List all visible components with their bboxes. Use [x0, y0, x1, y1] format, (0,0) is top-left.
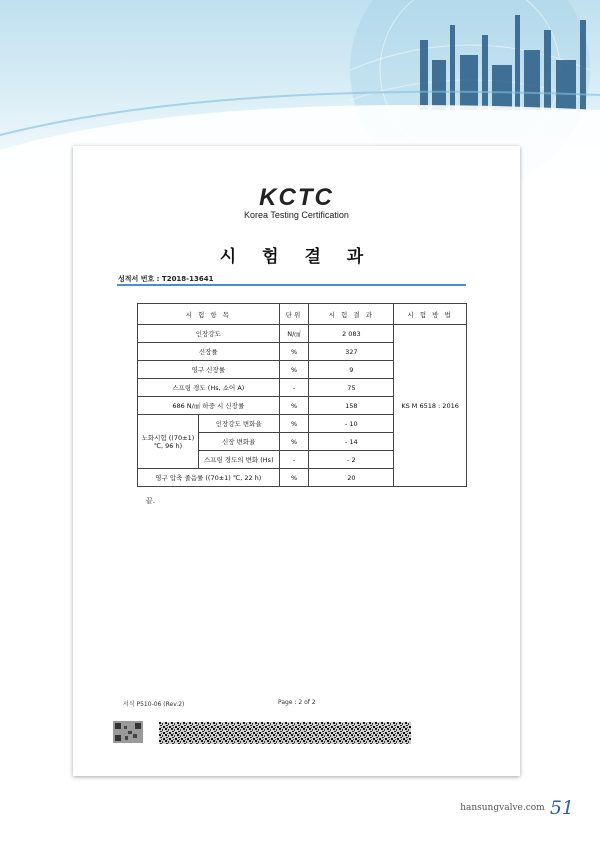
table-header-row — [138, 304, 467, 325]
row-result: - 10 — [309, 415, 394, 433]
row-item: 신장률 — [138, 343, 280, 361]
title-divider — [117, 284, 466, 286]
header-method: 시 험 방 법 — [394, 304, 467, 325]
row-result: 9 — [309, 361, 394, 379]
logo-mark: KCTC — [259, 184, 334, 211]
document-title: 시 험 결 과 — [219, 247, 374, 267]
row-unit: % — [279, 397, 309, 415]
row-result: 2 083 — [309, 325, 394, 343]
row-result: 327 — [309, 343, 394, 361]
table-row — [138, 325, 467, 343]
row-item: 인장강도 — [138, 325, 280, 343]
row-result: 20 — [309, 469, 394, 487]
certificate-number: 성적서 번호 : T2018-13641 — [118, 275, 214, 283]
row-item: 인장강도 변화율 — [198, 415, 279, 433]
row-unit: % — [279, 343, 309, 361]
security-pattern-barcode — [159, 722, 411, 744]
row-unit: - — [279, 379, 309, 397]
row-item: 신장 변화율 — [198, 433, 279, 451]
company-website: hansungvalve.com — [460, 803, 545, 813]
qr-code-icon — [113, 721, 143, 743]
row-item: 686 N/㎠ 하중 시 신장률 — [138, 397, 280, 415]
row-unit: - — [279, 451, 309, 469]
row-item: 영구 신장률 — [138, 361, 280, 379]
header-unit: 단위 — [279, 304, 309, 325]
end-note: 끝. — [146, 497, 155, 505]
page-number: 51 — [549, 797, 574, 819]
logo-subtitle: Korea Testing Certification — [244, 210, 349, 220]
row-unit: % — [279, 469, 309, 487]
test-method-cell: KS M 6518 : 2016 — [394, 325, 467, 487]
header-test-item: 시 험 항 목 — [138, 304, 280, 325]
test-results-table — [137, 303, 467, 487]
form-number: 서식 P510-06 (Rev.2) — [123, 701, 185, 708]
row-result: - 2 — [309, 451, 394, 469]
row-unit: % — [279, 361, 309, 379]
row-result: - 14 — [309, 433, 394, 451]
row-result: 158 — [309, 397, 394, 415]
row-item: 스프링 경도 (Hs, 쇼어 A) — [138, 379, 280, 397]
header-result: 시 험 결 과 — [309, 304, 394, 325]
page-footer — [460, 797, 574, 819]
row-unit: N/㎠ — [279, 325, 309, 343]
row-result: 75 — [309, 379, 394, 397]
row-unit: % — [279, 415, 309, 433]
row-item: 스프링 경도의 변화 (Hs) — [198, 451, 279, 469]
aging-test-label: 노화시험 ((70±1) ℃, 96 h) — [138, 415, 199, 469]
certificate-sheet — [73, 146, 520, 776]
page-info: Page : 2 of 2 — [278, 699, 316, 706]
row-unit: % — [279, 433, 309, 451]
row-item: 영구 압축 줄음률 ((70±1) ℃, 22 h) — [138, 469, 280, 487]
kctc-logo — [73, 184, 520, 220]
